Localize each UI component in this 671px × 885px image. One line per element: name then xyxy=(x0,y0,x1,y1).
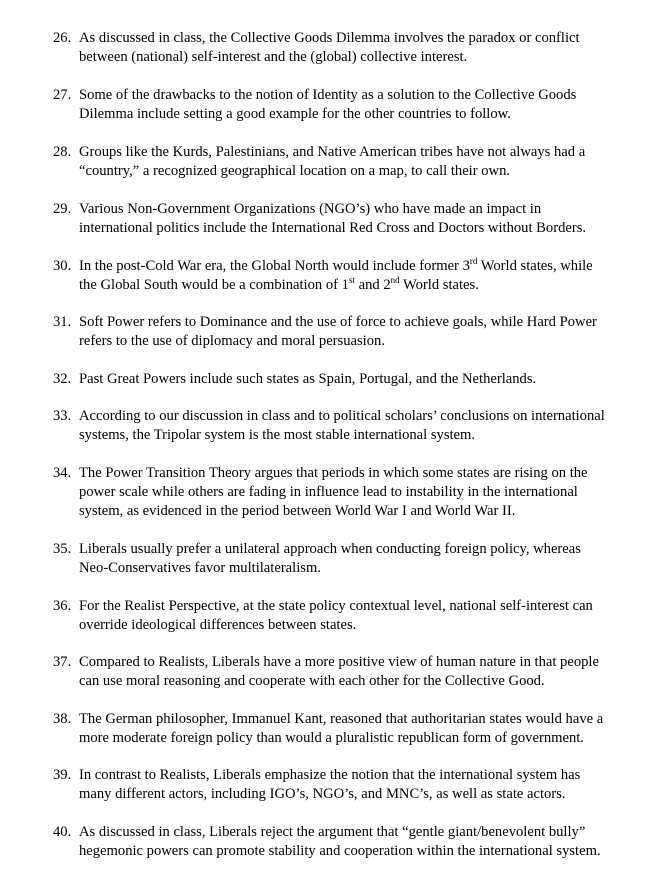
question-31 xyxy=(53,313,658,351)
question-38 xyxy=(53,710,658,748)
question-27 xyxy=(53,86,658,124)
question-35 xyxy=(53,540,658,578)
question-32 xyxy=(53,370,658,389)
question-text: For the Realist Perspective, at the state policy contextual level, national self-interest can override ideological differences between states. xyxy=(79,598,593,633)
question-37 xyxy=(53,653,658,691)
question-26 xyxy=(53,29,658,67)
question-text: The German philosopher, Immanuel Kant, reasoned that authoritarian states would have a more moderate foreign policy than would a pluralistic republican form of government. xyxy=(79,711,604,746)
question-text: In the post-Cold War era, the Global North would include former 3rd World states, while the Global South would be a combination of 1st and 2nd World states. xyxy=(79,256,593,293)
question-number: 29. xyxy=(53,201,72,217)
question-text: As discussed in class, Liberals reject the argument that “gentle giant/benevolent bully” hegemonic powers can promote stability and cooperation within the international system. xyxy=(79,824,601,859)
question-39 xyxy=(53,766,658,804)
question-text: As discussed in class, the Collective Goods Dilemma involves the paradox or conflict between (national) self-interest and the (global) collective interest. xyxy=(79,30,580,65)
question-text: According to our discussion in class and to political scholars’ conclusions on international systems, the Tripolar system is the most stable international system. xyxy=(79,408,605,443)
question-number: 27. xyxy=(53,87,72,103)
question-40 xyxy=(53,823,658,861)
question-text: Past Great Powers include such states as Spain, Portugal, and the Netherlands. xyxy=(79,371,537,387)
question-number: 33. xyxy=(53,408,72,424)
question-text: In contrast to Realists, Liberals emphasize the notion that the international system has many different actors, including IGO’s, NGO’s, and MNC’s, as well as state actors. xyxy=(79,767,581,802)
question-30 xyxy=(53,257,658,295)
question-number: 38. xyxy=(53,711,72,727)
question-number: 39. xyxy=(53,767,72,783)
question-number: 40. xyxy=(53,824,72,840)
question-text: Some of the drawbacks to the notion of Identity as a solution to the Collective Goods Dilemma include setting a good example for the other countries to follow. xyxy=(79,87,577,122)
question-text: Liberals usually prefer a unilateral approach when conducting foreign policy, whereas Neo-Conservatives favor multilateralism. xyxy=(79,541,581,576)
question-33 xyxy=(53,407,658,445)
question-text: Soft Power refers to Dominance and the use of force to achieve goals, while Hard Power refers to the use of diplomacy and moral persuasion. xyxy=(79,314,597,349)
question-number: 37. xyxy=(53,654,72,670)
question-29 xyxy=(53,200,658,238)
question-number: 34. xyxy=(53,465,72,481)
question-36 xyxy=(53,597,658,635)
question-number: 26. xyxy=(53,30,72,46)
question-number: 31. xyxy=(53,314,72,330)
question-text: The Power Transition Theory argues that periods in which some states are rising on the power scale while others are fading in influence lead to instability in the international system, as evidenced in the period between World War I and World War II. xyxy=(79,465,588,519)
question-34 xyxy=(53,464,658,521)
question-text: Groups like the Kurds, Palestinians, and Native American tribes have not always had a “country,” a recognized geographical location on a map, to call their own. xyxy=(79,144,586,179)
question-number: 32. xyxy=(53,371,72,387)
question-number: 35. xyxy=(53,541,72,557)
question-number: 36. xyxy=(53,598,72,614)
question-number: 30. xyxy=(53,258,72,274)
question-number: 28. xyxy=(53,144,72,160)
question-text: Various Non-Government Organizations (NGO’s) who have made an impact in international politics include the International Red Cross and Doctors without Borders. xyxy=(79,201,587,236)
question-text: Compared to Realists, Liberals have a more positive view of human nature in that people can use moral reasoning and cooperate with each other for the Collective Good. xyxy=(79,654,599,689)
question-28 xyxy=(53,143,658,181)
